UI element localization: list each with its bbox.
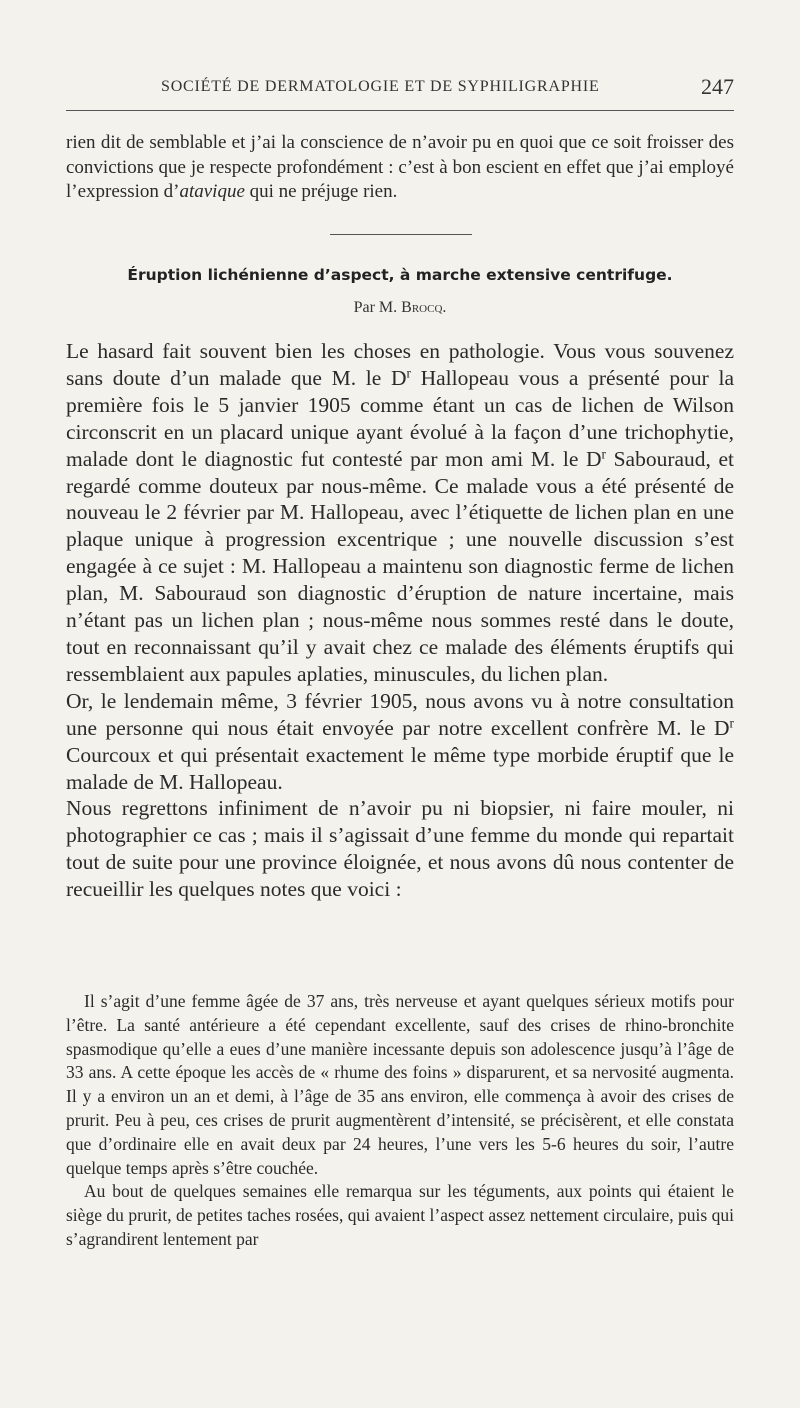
superscript-r: r	[601, 446, 606, 462]
p2-text-b: Courcoux et qui présentait exactement le même type morbide éruptif que le malade de M. Hallopeau.	[66, 742, 734, 794]
author-name: Brocq.	[401, 299, 447, 316]
article-body	[66, 338, 734, 903]
article-author	[66, 299, 734, 317]
intro-text-a: rien dit de semblable et j’ai la conscience de n’avoir pu en quoi que ce soit froisser des convictions que je respecte profondément : c’est à bon escient en effet que j’ai employé l’expression d’	[66, 132, 734, 202]
superscript-r: r	[729, 715, 734, 731]
superscript-r: r	[406, 365, 411, 381]
page-number: 247	[701, 74, 734, 99]
body-paragraph-3: Nous regrettons infiniment de n’avoir pu ni biopsier, ni faire mouler, ni photographier ce cas ; mais il s’agissait d’une femme du monde qui repartait tout de suite pour une province éloignée, et nous avons dû nous contenter de recueillir les quelques notes que voici :	[66, 796, 734, 902]
p1-text-a: Le hasard fait souvent bien les choses en pathologie. Vous vous souvenez sans doute d’un malade que M. le D	[66, 339, 734, 390]
case-notes	[66, 990, 734, 1252]
p1-text-c: Sabouraud, et regardé comme douteux par nous-même. Ce malade vous a été présenté de nouveau le 2 février par M. Hallopeau, avec l’étiquette de lichen plan en une plaque unique à progression excentrique ; une nouvelle discussion s’est engagée à ce sujet : M. Hallopeau a maintenu son diagnostic ferme de lichen plan, M. Sabouraud son diagnostic d’éruption de nature incertaine, mais n’étant pas un lichen plan ; nous-même nous sommes resté dans le doute, tout en reconnaissant qu’il y avait chez ce malade des éléments éruptifs qui ressemblaient aux papules aplaties, minuscules, du lichen plan.	[66, 446, 735, 686]
body-paragraph-1	[66, 338, 734, 688]
section-divider	[330, 234, 472, 235]
article-heading: Éruption lichénienne d’aspect, à marche extensive centrifuge.	[127, 266, 673, 284]
author-prefix: Par M.	[353, 299, 398, 316]
body-paragraph-2	[66, 688, 734, 796]
header-rule	[66, 110, 734, 111]
intro-italic-word: atavique	[179, 181, 245, 202]
p1-text-b: Hallopeau vous a présenté pour la première fois le 5 janvier 1905 comme étant un cas de lichen de Wilson circonscrit en un placard unique ayant évolué à la façon d’une trichophytie, malade dont le diagnostic fut contesté par mon ami M. le D	[66, 365, 734, 471]
p2-text-a: Or, le lendemain même, 3 février 1905, nous avons vu à notre consultation une personne qui nous était envoyée par notre excellent confrère M. le D	[66, 688, 734, 740]
intro-text-b: qui ne préjuge rien.	[244, 181, 398, 202]
intro-paragraph	[66, 131, 734, 205]
case-paragraph-1: Il s’agit d’une femme âgée de 37 ans, très nerveuse et ayant quelques sérieux motifs pour l’être. La santé antérieure a été cependant excellente, sauf des crises de rhino-bronchite spasmodique qu’elle a eues d’une manière incessante depuis son adolescence jusqu’à l’âge de 33 ans. A cette époque les accès de « rhume des foins » disparurent, et sa nervosité augmenta. Il y a environ un an et demi, à l’âge de 35 ans environ, elle commença à avoir des crises de prurit. Peu à peu, ces crises de prurit augmentèrent d’intensité, se précisèrent, et elle constata que d’ordinaire elle en avait deux par 24 heures, l’une vers les 5-6 heures du soir, l’autre quelque temps après s’être couchée.	[66, 991, 734, 1178]
running-header	[66, 74, 734, 104]
case-paragraph-2: Au bout de quelques semaines elle remarqua sur les téguments, aux points qui étaient le siège du prurit, de petites taches rosées, qui avaient l’aspect assez nettement circulaire, puis qui s’agrandirent lentement par	[66, 1181, 734, 1249]
running-title: SOCIÉTÉ DE DERMATOLOGIE ET DE SYPHILIGRAPHIE	[161, 78, 600, 95]
